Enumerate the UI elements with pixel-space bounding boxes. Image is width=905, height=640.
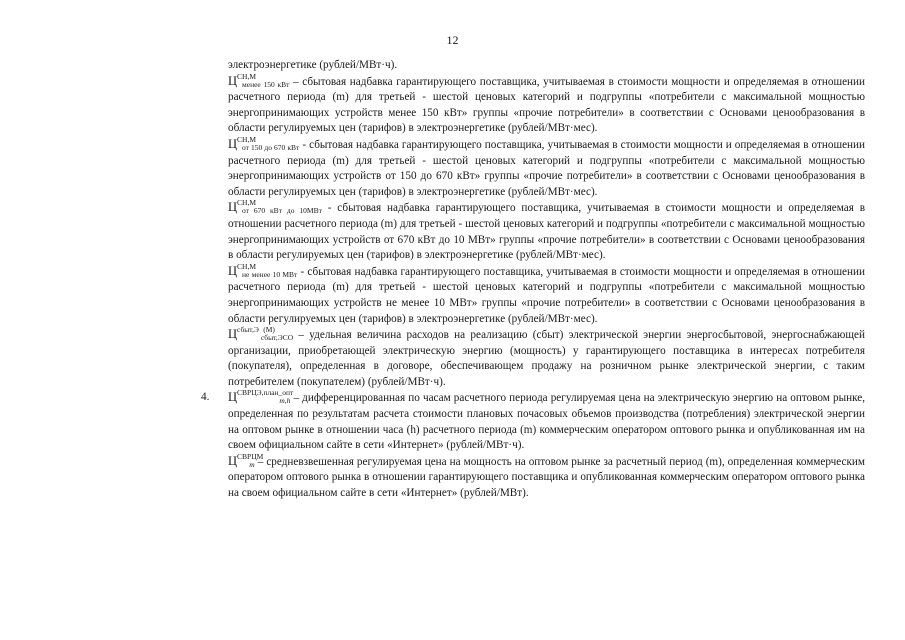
symbol: $Ц^{сбыт,Э (М)}_{сбыт,ЭСО}$ xyxy=(228,325,294,343)
document-body xyxy=(201,58,865,502)
definition-3 xyxy=(228,200,865,263)
definition-4 xyxy=(228,261,865,327)
item-4 xyxy=(201,388,865,501)
symbol: $Ц^{СН,М}_{от 670 кВт до 10МВт}$ xyxy=(228,198,322,216)
symbol: $Ц^{СВРЦМ}_m$ xyxy=(228,451,264,469)
definition-5 xyxy=(228,327,865,390)
definition-text: – средневзвешенная регулируемая цена на мощность на оптовом рынке за расчетный период (m), определенная коммерческим оператором оптового рынка в отношении гарантирующего поставщика и опубликованная коммерческим оператором оптового рынка на своем официальном сайте в сети «Интернет» (рублей/МВт). xyxy=(228,455,865,500)
item-number: 4. xyxy=(201,391,210,404)
item-4-entry-1 xyxy=(228,390,865,453)
item-4-entry-2 xyxy=(228,451,865,502)
symbol: $Ц^{СВРЦЭ,план\_опт}_{m,h}$ xyxy=(228,388,294,406)
definition-text: - сбытовая надбавка гарантирующего поставщика, учитываемая в стоимости мощности и определяемая в отношении расчетного периода (m) для третьей - шестой ценовых категорий и подгруппы «потребители с максимальной мощностью энергопринимающих устройств от 150 до 670 кВт» группы «прочие потребители» в соответствии с Основами ценообразования в области регулируемых цен (тарифов) в электроэнергетике (рублей/МВт·мес). xyxy=(228,138,865,198)
intro-line: электроэнергетике (рублей/МВт·ч). xyxy=(228,59,398,71)
symbol: $Ц^{СН,М}_{от 150 до 670 кВт}$ xyxy=(228,134,300,152)
symbol: $Ц^{СН,М}_{не менее 10 МВт}$ xyxy=(228,261,298,279)
page-number: 12 xyxy=(446,33,459,47)
definition-text: – удельная величина расходов на реализацию (сбыт) электрической энергии энергосбытовой, энергоснабжающей организации, приобретающей электрическую энергию (мощность) у гарантирующего поставщика в интересах потребителя (покупателя), определенная в договоре, обеспечивающем продажу на розничном рынке электрической энергии, с таким потребителем (покупателем) (рублей/МВт·ч). xyxy=(228,329,865,388)
definition-text: – дифференцированная по часам расчетного периода регулируемая цена на электрическую энергию на оптовом рынке, определенная по результатам расчета стоимости плановых почасовых объемов производства (потребления) электрической энергии на оптовом рынке в отношении часа (h) расчетного периода (m) коммерческим оператором оптового рынка и опубликованная им на своем официальном сайте в сети «Интернет» (рублей/МВт·ч). xyxy=(228,392,865,452)
definition-text: - сбытовая надбавка гарантирующего поставщика, учитываемая в стоимости мощности и определяемая в отношении расчетного периода (m) для третьей - шестой ценовых категорий и подгруппы «потребители с максимальной мощностью энергопринимающих устройств от 670 кВт до 10 МВт» группы «прочие потребители» в соответствии с Основами ценообразования в области регулируемых цен (тарифов) в электроэнергетике (рублей/МВт·мес). xyxy=(228,202,865,262)
symbol: $Ц^{СН,М}_{менее 150 кВт}$ xyxy=(228,71,290,89)
definition-text: - сбытовая надбавка гарантирующего поставщика, учитываемая в стоимости мощности и определяемая в отношении расчетного периода (m) для третьей - шестой ценовых категорий и подгруппы «потребители с максимальной мощностью энергопринимающих устройств не менее 10 МВт» группы «прочие потребители» в соответствии с Основами ценообразования в области регулируемых цен (тарифов) в электроэнергетике (рублей/МВт·мес). xyxy=(228,265,865,325)
definition-1 xyxy=(228,71,865,137)
definition-text: – сбытовая надбавка гарантирующего поставщика, учитываемая в стоимости мощности и определяемая в отношении расчетного периода (m) для третьей - шестой ценовых категорий и подгруппы «потребители с максимальной мощностью энергопринимающих устройств менее 150 кВт» группы «прочие потребители» в соответствии с Основами ценообразования в области регулируемых цен (тарифов) в электроэнергетике (рублей/МВт·мес). xyxy=(228,75,865,135)
definition-2 xyxy=(228,134,865,200)
